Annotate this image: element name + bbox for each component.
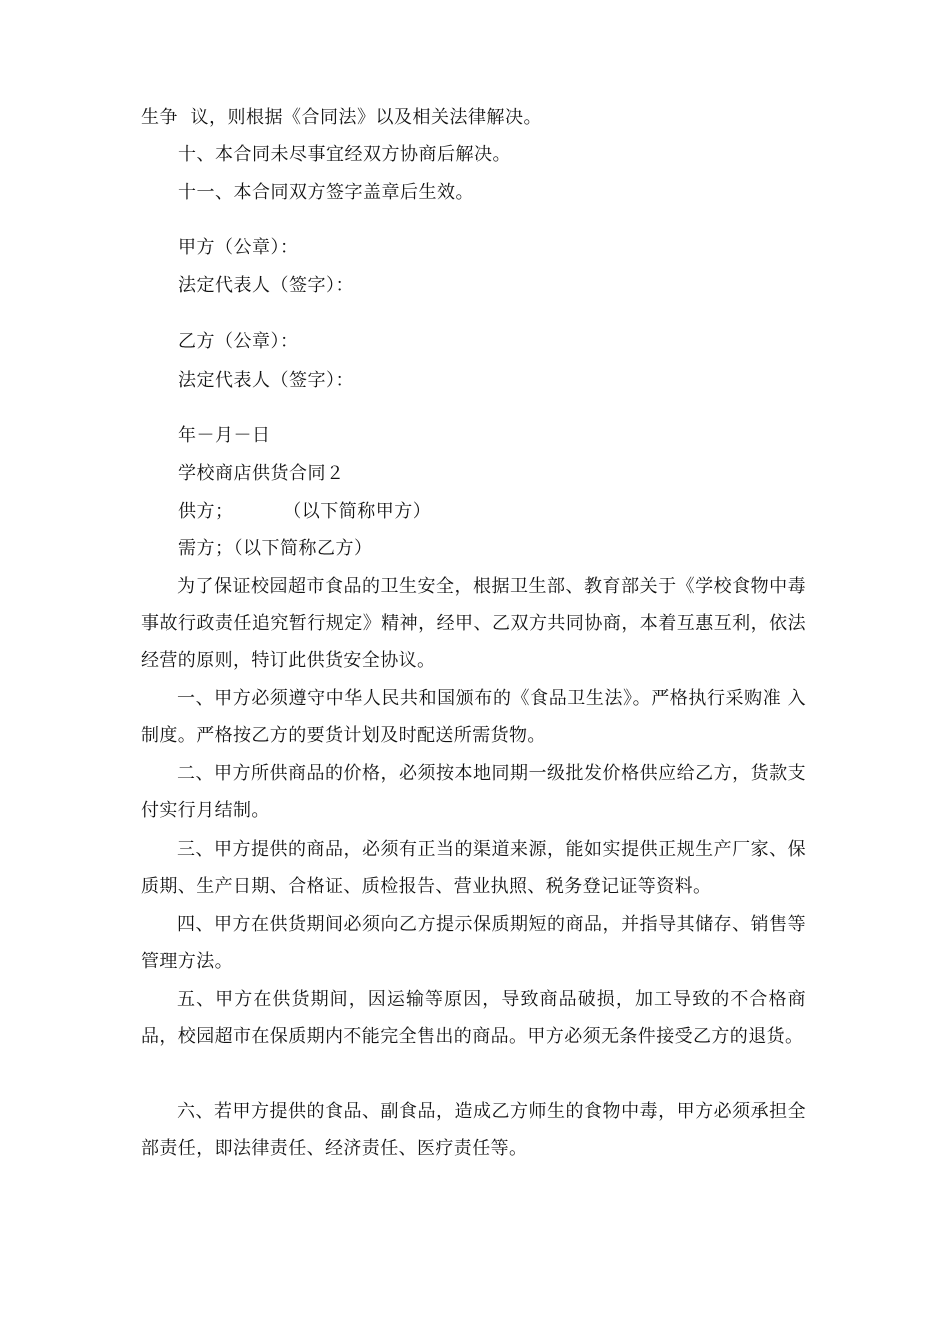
clause-ten: 十、本合同未尽事宜经双方协商后解决。 (178, 144, 511, 165)
date-line: 年－月－日 (178, 425, 271, 446)
clause-one: 一、甲方必须遵守中华人民共和国颁布的《食品卫生法》。严格执行采购准 入制度。严格按乙方的要货计划及时配送所需货物。 (141, 688, 806, 746)
intro-paragraph: 为了保证校园超市食品的卫生安全，根据卫生部、教育部关于《学校食物中毒事故行政责任追究暂行规定》精神，经甲、乙双方共同协商，本着互惠互利，依法经营的原则，特订此供货安全协议。 (141, 576, 806, 671)
party-a-seal: 甲方（公章）： (178, 237, 299, 258)
clause-four: 四、甲方在供货期间必须向乙方提示保质期短的商品，并指导其储存、销售等管理方法。 (141, 914, 806, 972)
contract-title: 学校商店供货合同２ (178, 463, 345, 484)
clause-two: 二、甲方所供商品的价格，必须按本地同期一级批发价格供应给乙方，货款支付实行月结制。 (141, 763, 806, 821)
clause-nine-continuation: 生争 议，则根据《合同法》以及相关法律解决。 (141, 107, 542, 128)
clause-six: 六、若甲方提供的食品、副食品，造成乙方师生的食物中毒，甲方必须承担全部责任，即法律责任、经济责任、医疗责任等。 (141, 1101, 806, 1159)
party-a-representative: 法定代表人（签字）： (178, 275, 354, 296)
party-b-seal: 乙方（公章）： (178, 331, 299, 352)
buyer-line: 需方；（以下简称乙方） (178, 538, 373, 559)
clause-three: 三、甲方提供的商品，必须有正当的渠道来源，能如实提供正规生产厂家、保质期、生产日期、合格证、质检报告、营业执照、税务登记证等资料。 (141, 839, 806, 897)
party-b-representative: 法定代表人（签字）： (178, 370, 354, 391)
supplier-line: 供方； （以下简称甲方） (178, 501, 432, 522)
clause-eleven: 十一、本合同双方签字盖章后生效。 (178, 182, 474, 203)
clause-five: 五、甲方在供货期间，因运输等原因，导致商品破损，加工导致的不合格商品，校园超市在保质期内不能完全售出的商品。甲方必须无条件接受乙方的退货。 (141, 989, 806, 1047)
